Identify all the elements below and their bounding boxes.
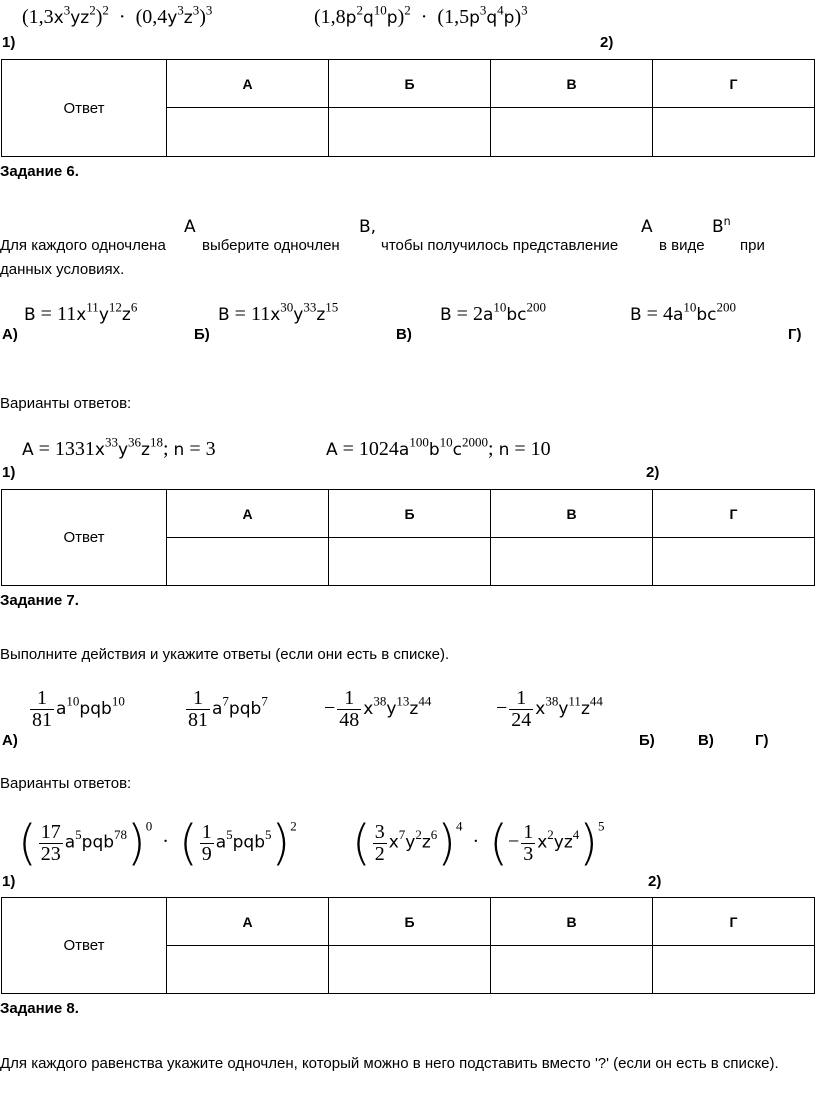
answer-cell-b[interactable] xyxy=(329,108,491,157)
column-header-a: А xyxy=(167,898,329,946)
option-b-expression: $B = 11x^{30}y^{33}z^{15}$ xyxy=(218,299,339,325)
task-7-text: Выполните действия и укажите ответы (если они есть в списке). xyxy=(0,646,450,663)
answer-cell-v[interactable] xyxy=(491,108,653,157)
column-header-b: Б xyxy=(329,898,491,946)
option-v-expression: − $\frac{1}{48}$ $x^{38}y^{13}z^{44}$ xyxy=(324,687,432,731)
answer-cell-a[interactable] xyxy=(167,538,329,586)
answer-label: Ответ xyxy=(2,490,167,586)
column-header-g: Г xyxy=(653,60,815,108)
answer-cell-a[interactable] xyxy=(167,946,329,994)
variant-7-2-expression: ( $\frac{3}{2}$ $x^7y^2z^6)^4$ · (− $\frac{1}{3}$ $x^2yz^4)^5$ xyxy=(352,815,605,871)
task-6-text: Для каждого одночлена A выберите одночлен B, чтобы получилось представление A в виде $B^n$ при данных условиях. xyxy=(0,214,765,278)
answer-table-2 xyxy=(1,489,815,586)
answer-cell-g[interactable] xyxy=(653,108,815,157)
column-header-g: Г xyxy=(653,898,815,946)
answer-label: Ответ xyxy=(2,898,167,994)
option-a-expression: $\frac{1}{81}$ $a^{10}pqb^{10}$ xyxy=(32,687,125,731)
option-v-expression: $B = 2a^{10}bc^{200}$ xyxy=(440,299,547,325)
variant-expression-2: $(1,8p^2q^{10}p)^2 \cdot (1,5p^3q^4p)^3$ xyxy=(314,2,528,28)
answer-cell-g[interactable] xyxy=(653,538,815,586)
variant-label-7-2: 2) xyxy=(648,873,662,890)
column-header-b: Б xyxy=(329,490,491,538)
column-header-a: А xyxy=(167,60,329,108)
column-header-v: В xyxy=(491,898,653,946)
option-b-expression: $\frac{1}{81}$ $a^7pqb^7$ xyxy=(188,687,268,731)
option-label-v: В) xyxy=(698,732,714,749)
answer-label: Ответ xyxy=(2,60,167,157)
answer-cell-v[interactable] xyxy=(491,538,653,586)
answer-table-1 xyxy=(1,59,815,157)
column-header-v: В xyxy=(491,60,653,108)
option-g-expression: − $\frac{1}{24}$ $x^{38}y^{11}z^{44}$ xyxy=(496,687,603,731)
variant-label-6-1: 1) xyxy=(2,464,16,481)
task-7-title: Задание 7. xyxy=(0,592,79,609)
answer-cell-b[interactable] xyxy=(329,538,491,586)
task-8-title: Задание 8. xyxy=(0,1000,79,1017)
answer-table-3 xyxy=(1,897,815,994)
option-a-expression: $B = 11x^{11}y^{12}z^6$ xyxy=(24,299,138,325)
variant-label-7-1: 1) xyxy=(2,873,16,890)
column-header-b: Б xyxy=(329,60,491,108)
option-label-v: В) xyxy=(396,326,412,343)
variant-label-2: 2) xyxy=(600,34,614,51)
answer-cell-v[interactable] xyxy=(491,946,653,994)
answer-cell-a[interactable] xyxy=(167,108,329,157)
option-label-b: Б) xyxy=(639,732,655,749)
variant-7-1-expression: ( $\frac{17}{23}$ $a^5pqb^{78})^0$ · ( $\frac{1}{9}$ $a^5pqb^5)^2$ xyxy=(18,815,297,871)
variants-label-6: Варианты ответов: xyxy=(0,395,132,412)
option-label-b: Б) xyxy=(194,326,210,343)
answer-cell-b[interactable] xyxy=(329,946,491,994)
variants-label-7: Варианты ответов: xyxy=(0,775,132,792)
option-g-expression: $B = 4a^{10}bc^{200}$ xyxy=(630,299,737,325)
variant-label-6-2: 2) xyxy=(646,464,660,481)
variant-6-2-expression: $A = 1024a^{100}b^{10}c^{2000}$; n = 10 xyxy=(326,434,551,460)
variant-expression-1: $(1,3x^3yz^2)^2 \cdot (0,4y^3z^3)^3$ xyxy=(22,2,213,28)
variant-6-1-expression: $A = 1331x^{33}y^{36}z^{18}$; n = 3 xyxy=(22,434,216,460)
task-8-text: Для каждого равенства укажите одночлен, который можно в него подставить вместо '?' (если он есть в списке). xyxy=(0,1055,779,1072)
variant-label-1: 1) xyxy=(2,34,16,51)
column-header-v: В xyxy=(491,490,653,538)
option-label-a: А) xyxy=(2,732,18,749)
column-header-g: Г xyxy=(653,490,815,538)
task-6-title: Задание 6. xyxy=(0,163,79,180)
answer-cell-g[interactable] xyxy=(653,946,815,994)
option-label-a: А) xyxy=(2,326,18,343)
option-label-g: Г) xyxy=(788,326,802,343)
column-header-a: А xyxy=(167,490,329,538)
option-label-g: Г) xyxy=(755,732,769,749)
